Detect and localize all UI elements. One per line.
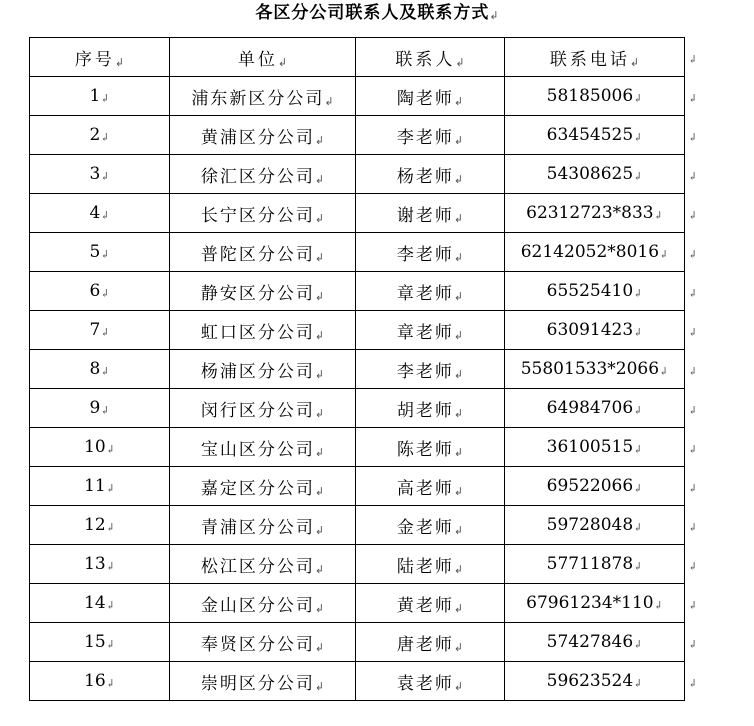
cell-contact: 袁老师↲: [356, 662, 505, 701]
cell-index: 6↲: [30, 272, 170, 311]
paragraph-mark-icon: ↲: [489, 9, 499, 22]
cell-index: 9↲: [30, 389, 170, 428]
table-row: [30, 428, 685, 467]
paragraph-mark-icon: ↲: [100, 170, 110, 183]
paragraph-mark-icon: ↲: [453, 640, 464, 654]
cell-unit: 杨浦区分公司↲: [170, 350, 356, 389]
paragraph-mark-icon: ↲: [633, 482, 643, 495]
row-end-mark-icon: ↲: [688, 325, 698, 339]
table-body: [30, 77, 685, 701]
paragraph-mark-icon: ↲: [633, 560, 643, 573]
paragraph-mark-icon: ↲: [453, 211, 464, 225]
row-end-mark-icon: ↲: [688, 520, 698, 534]
cell-unit: 静安区分公司↲: [170, 272, 356, 311]
paragraph-mark-icon: ↲: [633, 131, 643, 144]
cell-phone: 36100515↲: [505, 428, 685, 467]
paragraph-mark-icon: ↲: [453, 289, 464, 303]
cell-contact: 李老师↲: [356, 350, 505, 389]
table-header-row: [30, 38, 685, 77]
cell-contact: 谢老师↲: [356, 194, 505, 233]
cell-index: 5↲: [30, 233, 170, 272]
cell-phone: 59728048↲: [505, 506, 685, 545]
cell-contact: 陶老师↲: [356, 77, 505, 116]
cell-contact: 黄老师↲: [356, 584, 505, 623]
paragraph-mark-icon: ↲: [100, 287, 110, 300]
cell-unit: 松江区分公司↲: [170, 545, 356, 584]
paragraph-mark-icon: ↲: [659, 248, 669, 261]
table-row: [30, 350, 685, 389]
row-end-mark-icon: ↲: [688, 676, 698, 690]
cell-index: 8↲: [30, 350, 170, 389]
table-row: [30, 467, 685, 506]
cell-unit: 宝山区分公司↲: [170, 428, 356, 467]
paragraph-mark-icon: ↲: [453, 523, 464, 537]
paragraph-mark-icon: ↲: [453, 562, 464, 576]
header-cell-index: 序号↲: [30, 38, 170, 77]
cell-unit: 虹口区分公司↲: [170, 311, 356, 350]
paragraph-mark-icon: ↲: [314, 133, 325, 147]
cell-unit: 金山区分公司↲: [170, 584, 356, 623]
paragraph-mark-icon: ↲: [105, 599, 115, 612]
cell-contact: 陆老师↲: [356, 545, 505, 584]
cell-contact: 章老师↲: [356, 311, 505, 350]
cell-phone: 63091423↲: [505, 311, 685, 350]
cell-unit: 闵行区分公司↲: [170, 389, 356, 428]
paragraph-mark-icon: ↲: [314, 172, 325, 186]
paragraph-mark-icon: ↲: [633, 521, 643, 534]
table-row: [30, 233, 685, 272]
table-row: [30, 194, 685, 233]
paragraph-mark-icon: ↲: [453, 406, 464, 420]
paragraph-mark-icon: ↲: [633, 404, 643, 417]
document-title: [0, 2, 754, 27]
paragraph-mark-icon: ↲: [314, 328, 325, 342]
paragraph-mark-icon: ↲: [653, 599, 663, 612]
paragraph-mark-icon: ↲: [100, 131, 110, 144]
cell-contact: 高老师↲: [356, 467, 505, 506]
paragraph-mark-icon: ↲: [453, 484, 464, 498]
cell-unit: 长宁区分公司↲: [170, 194, 356, 233]
cell-index: 10↲: [30, 428, 170, 467]
cell-contact: 杨老师↲: [356, 155, 505, 194]
paragraph-mark-icon: ↲: [314, 640, 325, 654]
paragraph-mark-icon: ↲: [314, 406, 325, 420]
cell-index: 12↲: [30, 506, 170, 545]
row-end-mark-icon: ↲: [688, 130, 698, 144]
cell-contact: 金老师↲: [356, 506, 505, 545]
paragraph-mark-icon: ↲: [100, 326, 110, 339]
row-end-mark-icon: ↲: [688, 442, 698, 456]
cell-unit: 浦东新区分公司↲: [170, 77, 356, 116]
paragraph-mark-icon: ↲: [314, 289, 325, 303]
cell-unit: 徐汇区分公司↲: [170, 155, 356, 194]
paragraph-mark-icon: ↲: [453, 367, 464, 381]
paragraph-mark-icon: ↲: [324, 94, 334, 108]
paragraph-mark-icon: ↲: [314, 484, 325, 498]
cell-phone: 59623524↲: [505, 662, 685, 701]
paragraph-mark-icon: ↲: [100, 404, 110, 417]
cell-phone: 57427846↲: [505, 623, 685, 662]
cell-unit: 崇明区分公司↲: [170, 662, 356, 701]
paragraph-mark-icon: ↲: [653, 209, 663, 222]
paragraph-mark-icon: ↲: [314, 211, 325, 225]
cell-index: 13↲: [30, 545, 170, 584]
cell-unit: 奉贤区分公司↲: [170, 623, 356, 662]
table-row: [30, 116, 685, 155]
paragraph-mark-icon: ↲: [100, 92, 110, 105]
row-end-mark-icon: ↲: [688, 247, 698, 261]
paragraph-mark-icon: ↲: [314, 679, 325, 693]
cell-contact: 李老师↲: [356, 116, 505, 155]
paragraph-mark-icon: ↲: [314, 445, 325, 459]
cell-index: 11↲: [30, 467, 170, 506]
paragraph-mark-icon: ↲: [314, 367, 325, 381]
cell-index: 15↲: [30, 623, 170, 662]
document-title-text: 各区分公司联系人及联系方式: [255, 3, 490, 23]
cell-index: 1↲: [30, 77, 170, 116]
paragraph-mark-icon: ↲: [453, 445, 464, 459]
row-end-mark-icon: ↲: [688, 364, 698, 378]
cell-unit: 普陀区分公司↲: [170, 233, 356, 272]
cell-index: 7↲: [30, 311, 170, 350]
cell-contact: 胡老师↲: [356, 389, 505, 428]
cell-index: 2↲: [30, 116, 170, 155]
cell-contact: 唐老师↲: [356, 623, 505, 662]
paragraph-mark-icon: ↲: [105, 521, 115, 534]
cell-phone: 64984706↲: [505, 389, 685, 428]
row-end-mark-icon: ↲: [688, 403, 698, 417]
paragraph-mark-icon: ↲: [633, 638, 643, 651]
paragraph-mark-icon: ↲: [633, 677, 643, 690]
table-row: [30, 272, 685, 311]
row-end-mark-icon: ↲: [688, 481, 698, 495]
cell-phone: 65525410↲: [505, 272, 685, 311]
paragraph-mark-icon: ↲: [453, 94, 464, 108]
table-row: [30, 623, 685, 662]
row-end-mark-icon: ↲: [688, 286, 698, 300]
paragraph-mark-icon: ↲: [105, 482, 115, 495]
row-end-mark-icon: ↲: [688, 559, 698, 573]
header-cell-contact: 联系人↲: [356, 38, 505, 77]
cell-phone: 67961234*110↲: [505, 584, 685, 623]
paragraph-mark-icon: ↲: [314, 250, 325, 264]
cell-phone: 55801533*2066↲: [505, 350, 685, 389]
paragraph-mark-icon: ↲: [105, 677, 115, 690]
paragraph-mark-icon: ↲: [314, 601, 325, 615]
cell-unit: 黄浦区分公司↲: [170, 116, 356, 155]
paragraph-mark-icon: ↲: [453, 328, 464, 342]
cell-contact: 李老师↲: [356, 233, 505, 272]
paragraph-mark-icon: ↲: [105, 560, 115, 573]
paragraph-mark-icon: ↲: [453, 250, 464, 264]
paragraph-mark-icon: ↲: [100, 365, 110, 378]
cell-phone: 62142052*8016↲: [505, 233, 685, 272]
cell-unit: 嘉定区分公司↲: [170, 467, 356, 506]
table-row: [30, 545, 685, 584]
header-cell-phone: 联系电话↲: [505, 38, 685, 77]
table-row: [30, 584, 685, 623]
cell-contact: 章老师↲: [356, 272, 505, 311]
row-end-mark-icon: ↲: [688, 169, 698, 183]
cell-index: 14↲: [30, 584, 170, 623]
cell-phone: 57711878↲: [505, 545, 685, 584]
cell-phone: 54308625↲: [505, 155, 685, 194]
table-row: [30, 662, 685, 701]
paragraph-mark-icon: ↲: [453, 679, 464, 693]
paragraph-mark-icon: ↲: [633, 326, 643, 339]
cell-contact: 陈老师↲: [356, 428, 505, 467]
cell-unit: 青浦区分公司↲: [170, 506, 356, 545]
table-row: [30, 77, 685, 116]
row-end-mark-icon: ↲: [688, 52, 698, 66]
cell-index: 16↲: [30, 662, 170, 701]
paragraph-mark-icon: ↲: [105, 443, 115, 456]
cell-phone: 63454525↲: [505, 116, 685, 155]
table-row: [30, 389, 685, 428]
table-row: [30, 311, 685, 350]
row-end-mark-icon: ↲: [688, 598, 698, 612]
paragraph-mark-icon: ↲: [633, 287, 643, 300]
table-row: [30, 506, 685, 545]
row-end-mark-icon: ↲: [688, 91, 698, 105]
table-row: [30, 155, 685, 194]
header-cell-unit: 单位↲: [170, 38, 356, 77]
contacts-table: [29, 37, 685, 701]
paragraph-mark-icon: ↲: [100, 248, 110, 261]
row-end-mark-icon: ↲: [688, 637, 698, 651]
paragraph-mark-icon: ↲: [105, 638, 115, 651]
paragraph-mark-icon: ↲: [100, 209, 110, 222]
cell-phone: 62312723*833↲: [505, 194, 685, 233]
paragraph-mark-icon: ↲: [633, 170, 643, 183]
cell-phone: 69522066↲: [505, 467, 685, 506]
paragraph-mark-icon: ↲: [453, 133, 464, 147]
paragraph-mark-icon: ↲: [453, 172, 464, 186]
row-end-mark-icon: ↲: [688, 208, 698, 222]
cell-index: 3↲: [30, 155, 170, 194]
paragraph-mark-icon: ↲: [659, 365, 669, 378]
paragraph-mark-icon: ↲: [314, 562, 325, 576]
paragraph-mark-icon: ↲: [633, 92, 643, 105]
paragraph-mark-icon: ↲: [453, 601, 464, 615]
paragraph-mark-icon: ↲: [314, 523, 325, 537]
paragraph-mark-icon: ↲: [633, 443, 643, 456]
cell-index: 4↲: [30, 194, 170, 233]
cell-phone: 58185006↲: [505, 77, 685, 116]
